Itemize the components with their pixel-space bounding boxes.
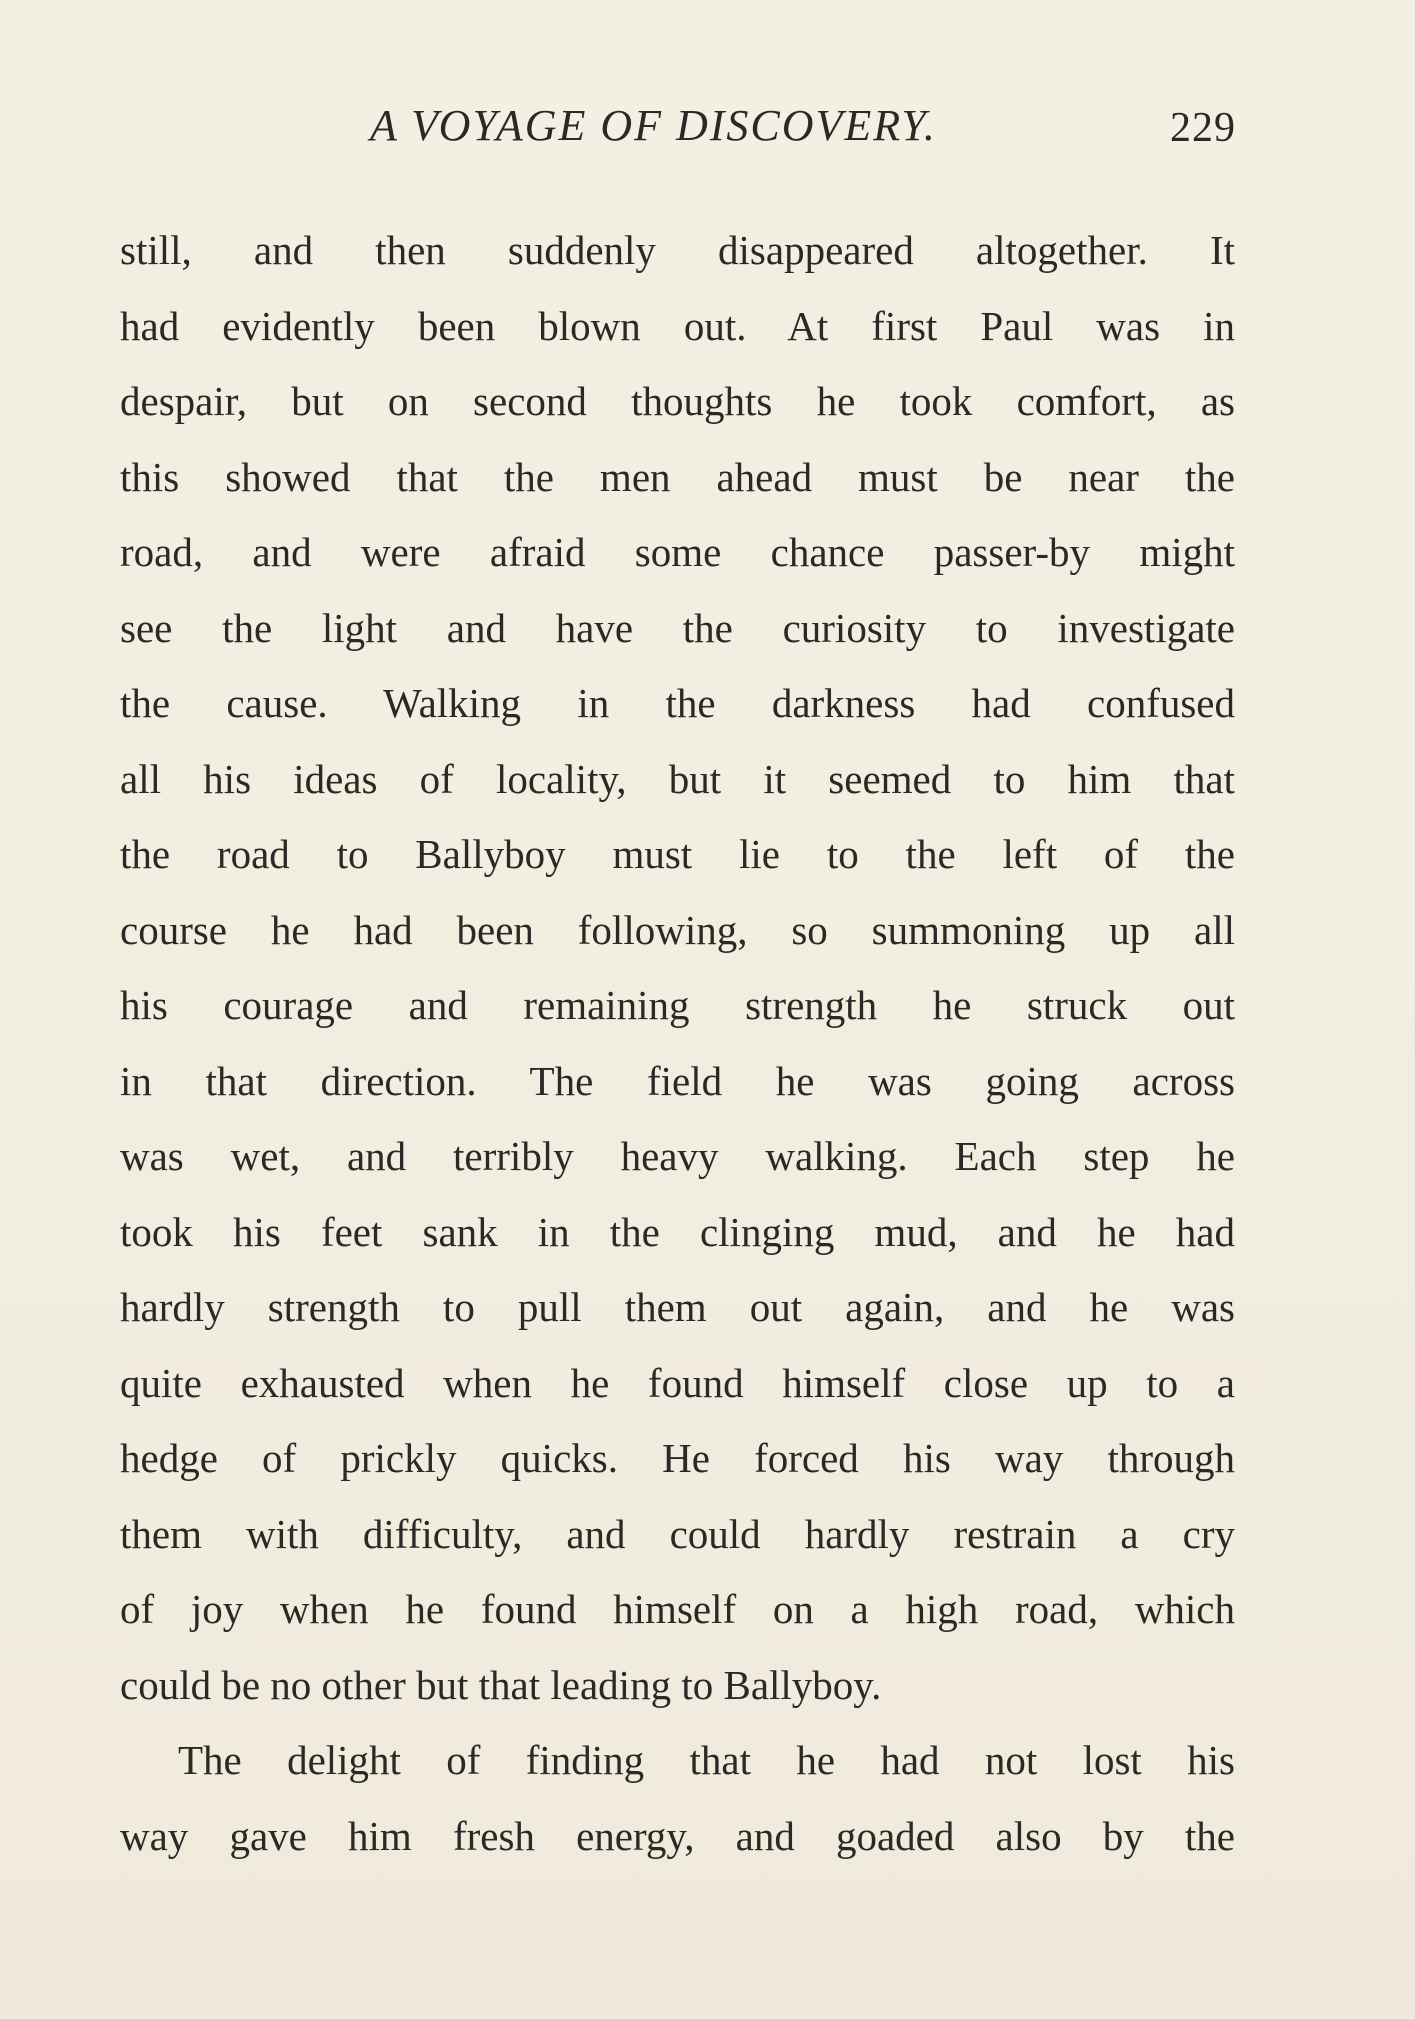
text-line: see the light and have the curiosity to investigate (120, 604, 1235, 651)
text-line: was wet, and terribly heavy walking. Each step he (120, 1133, 1235, 1179)
text-line: the cause. Walking in the darkness had confused (120, 680, 1235, 726)
body-text (120, 213, 1235, 1874)
paragraph-end-line: could be no other but that leading to Ballyboy. (120, 1661, 882, 1708)
running-title: A VOYAGE OF DISCOVERY. (370, 101, 937, 150)
text-line: his courage and remaining strength he struck out (120, 982, 1235, 1028)
text-line: this showed that the men ahead must be near the (120, 453, 1235, 500)
running-head (0, 100, 1415, 160)
text-line: the road to Ballyboy must lie to the left of the (120, 831, 1235, 877)
text-line: took his feet sank in the clinging mud, and he had (120, 1208, 1235, 1255)
text-line: still, and then suddenly disappeared altogether. It (120, 227, 1235, 273)
text-line: course he had been following, so summoning up all (120, 906, 1235, 953)
text-line: hedge of prickly quicks. He forced his way through (120, 1435, 1235, 1481)
page-number: 229 (1170, 105, 1236, 151)
paragraph-start-line: The delight of finding that he had not lost his (178, 1737, 1235, 1783)
text-line: hardly strength to pull them out again, and he was (120, 1284, 1235, 1330)
text-line: quite exhausted when he found himself close up to a (120, 1359, 1235, 1406)
text-line: them with difficulty, and could hardly restrain a cry (120, 1510, 1235, 1557)
text-line: in that direction. The field he was going across (120, 1057, 1235, 1104)
text-line: all his ideas of locality, but it seemed to him that (120, 755, 1235, 802)
text-line: despair, but on second thoughts he took comfort, as (120, 378, 1235, 424)
text-line: way gave him fresh energy, and goaded also by the (120, 1812, 1235, 1859)
text-line: had evidently been blown out. At first Paul was in (120, 302, 1235, 349)
text-line: road, and were afraid some chance passer-by might (120, 529, 1235, 575)
text-line: of joy when he found himself on a high road, which (120, 1586, 1235, 1632)
